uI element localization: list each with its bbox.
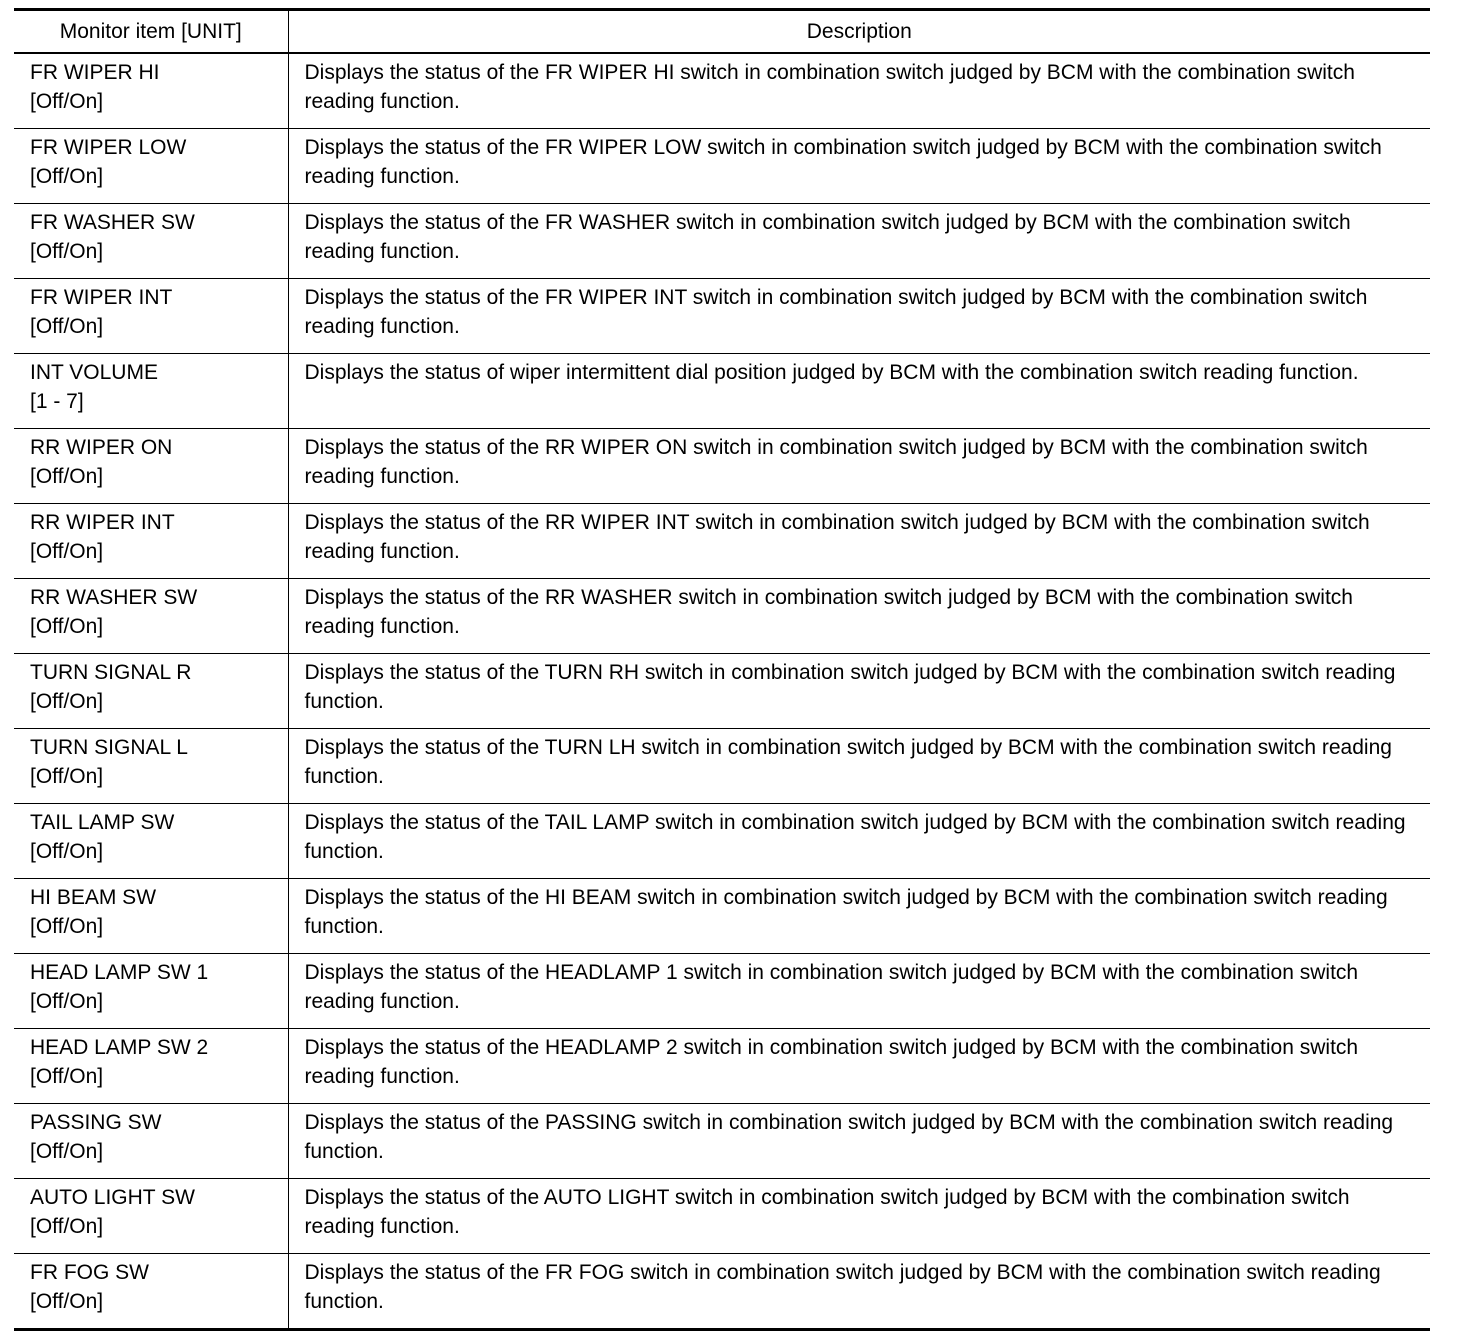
table-row [14, 579, 1430, 654]
monitor-item-unit: [Off/On] [30, 315, 104, 338]
description-cell: Displays the status of the TURN RH switch in combination switch judged by BCM with the combination switch reading function. [288, 654, 1430, 729]
table-row [14, 354, 1430, 429]
table-row [14, 1254, 1430, 1330]
monitor-item-name: TURN SIGNAL R [30, 661, 192, 684]
table-row [14, 504, 1430, 579]
monitor-item-cell [14, 279, 288, 354]
monitor-item-name: RR WIPER INT [30, 511, 175, 534]
monitor-item-cell [14, 129, 288, 204]
monitor-item-cell [14, 53, 288, 129]
monitor-item-cell [14, 429, 288, 504]
table-row [14, 429, 1430, 504]
monitor-item-cell [14, 1179, 288, 1254]
monitor-item-cell [14, 954, 288, 1029]
monitor-item-unit: [Off/On] [30, 615, 104, 638]
table-row [14, 129, 1430, 204]
monitor-item-unit: [Off/On] [30, 165, 104, 188]
monitor-item-name: RR WIPER ON [30, 436, 173, 459]
monitor-item-name: FR FOG SW [30, 1261, 149, 1284]
monitor-item-name: FR WIPER LOW [30, 136, 187, 159]
monitor-item-name: HI BEAM SW [30, 886, 157, 909]
monitor-item-cell [14, 729, 288, 804]
description-cell: Displays the status of the RR WIPER INT switch in combination switch judged by BCM with the combination switch reading function. [288, 504, 1430, 579]
description-cell: Displays the status of the TURN LH switch in combination switch judged by BCM with the combination switch reading function. [288, 729, 1430, 804]
monitor-item-name: HEAD LAMP SW 1 [30, 961, 209, 984]
monitor-item-cell [14, 1029, 288, 1104]
table-row [14, 879, 1430, 954]
description-cell: Displays the status of wiper intermittent dial position judged by BCM with the combination switch reading function. [288, 354, 1430, 429]
table-body [14, 53, 1430, 1330]
description-cell: Displays the status of the RR WIPER ON switch in combination switch judged by BCM with the combination switch reading function. [288, 429, 1430, 504]
monitor-item-cell [14, 579, 288, 654]
description-cell: Displays the status of the FR WIPER LOW switch in combination switch judged by BCM with the combination switch reading function. [288, 129, 1430, 204]
monitor-item-unit: [Off/On] [30, 1065, 104, 1088]
header-description: Description [288, 10, 1430, 54]
monitor-item-name: FR WIPER HI [30, 61, 160, 84]
description-cell: Displays the status of the HI BEAM switch in combination switch judged by BCM with the combination switch reading function. [288, 879, 1430, 954]
monitor-item-unit: [Off/On] [30, 240, 104, 263]
monitor-item-cell [14, 1254, 288, 1330]
monitor-item-unit: [Off/On] [30, 765, 104, 788]
table-row [14, 279, 1430, 354]
monitor-item-cell [14, 1104, 288, 1179]
table-row [14, 729, 1430, 804]
monitor-item-unit: [Off/On] [30, 990, 104, 1013]
description-cell: Displays the status of the PASSING switch in combination switch judged by BCM with the combination switch reading function. [288, 1104, 1430, 1179]
monitor-item-unit: [Off/On] [30, 690, 104, 713]
monitor-item-name: AUTO LIGHT SW [30, 1186, 195, 1209]
monitor-item-unit: [Off/On] [30, 840, 104, 863]
header-monitor-item: Monitor item [UNIT] [14, 10, 288, 54]
description-cell: Displays the status of the HEADLAMP 1 switch in combination switch judged by BCM with the combination switch reading function. [288, 954, 1430, 1029]
monitor-item-unit: [Off/On] [30, 915, 104, 938]
monitor-item-name: FR WASHER SW [30, 211, 195, 234]
monitor-item-unit: [Off/On] [30, 90, 104, 113]
monitor-item-cell [14, 504, 288, 579]
monitor-item-cell [14, 879, 288, 954]
monitor-item-unit: [Off/On] [30, 1290, 104, 1313]
monitor-item-name: TAIL LAMP SW [30, 811, 175, 834]
monitor-item-name: TURN SIGNAL L [30, 736, 188, 759]
description-cell: Displays the status of the FR FOG switch in combination switch judged by BCM with the combination switch reading function. [304, 1261, 1381, 1313]
monitor-item-name: PASSING SW [30, 1111, 162, 1134]
table-row [14, 954, 1430, 1029]
monitor-item-table [14, 8, 1430, 1331]
description-cell: Displays the status of the FR WASHER switch in combination switch judged by BCM with the combination switch reading function. [288, 204, 1430, 279]
table-row [14, 53, 1430, 129]
monitor-item-cell [14, 354, 288, 429]
monitor-item-unit: [Off/On] [30, 1215, 104, 1238]
monitor-item-name: RR WASHER SW [30, 586, 198, 609]
table-row [14, 1029, 1430, 1104]
table-header-row [14, 10, 1430, 54]
table-row [14, 204, 1430, 279]
monitor-item-unit: [Off/On] [30, 540, 104, 563]
table-row [14, 1179, 1430, 1254]
table-row [14, 654, 1430, 729]
monitor-item-cell [14, 804, 288, 879]
monitor-item-name: FR WIPER INT [30, 286, 173, 309]
description-cell: Displays the status of the TAIL LAMP switch in combination switch judged by BCM with the combination switch reading function. [288, 804, 1430, 879]
monitor-item-unit: [1 - 7] [30, 390, 84, 413]
monitor-item-cell [14, 204, 288, 279]
monitor-item-cell [14, 654, 288, 729]
table-row [14, 1104, 1430, 1179]
monitor-item-name: HEAD LAMP SW 2 [30, 1036, 209, 1059]
description-cell: Displays the status of the RR WASHER switch in combination switch judged by BCM with the combination switch reading function. [288, 579, 1430, 654]
description-cell: Displays the status of the FR WIPER HI switch in combination switch judged by BCM with the combination switch reading function. [288, 53, 1430, 129]
monitor-item-name: INT VOLUME [30, 361, 158, 384]
monitor-item-unit: [Off/On] [30, 465, 104, 488]
description-cell: Displays the status of the AUTO LIGHT switch in combination switch judged by BCM with the combination switch reading function. [288, 1179, 1430, 1254]
description-cell: Displays the status of the FR WIPER INT switch in combination switch judged by BCM with the combination switch reading function. [288, 279, 1430, 354]
description-cell: Displays the status of the HEADLAMP 2 switch in combination switch judged by BCM with the combination switch reading function. [288, 1029, 1430, 1104]
table-row [14, 804, 1430, 879]
monitor-item-unit: [Off/On] [30, 1140, 104, 1163]
